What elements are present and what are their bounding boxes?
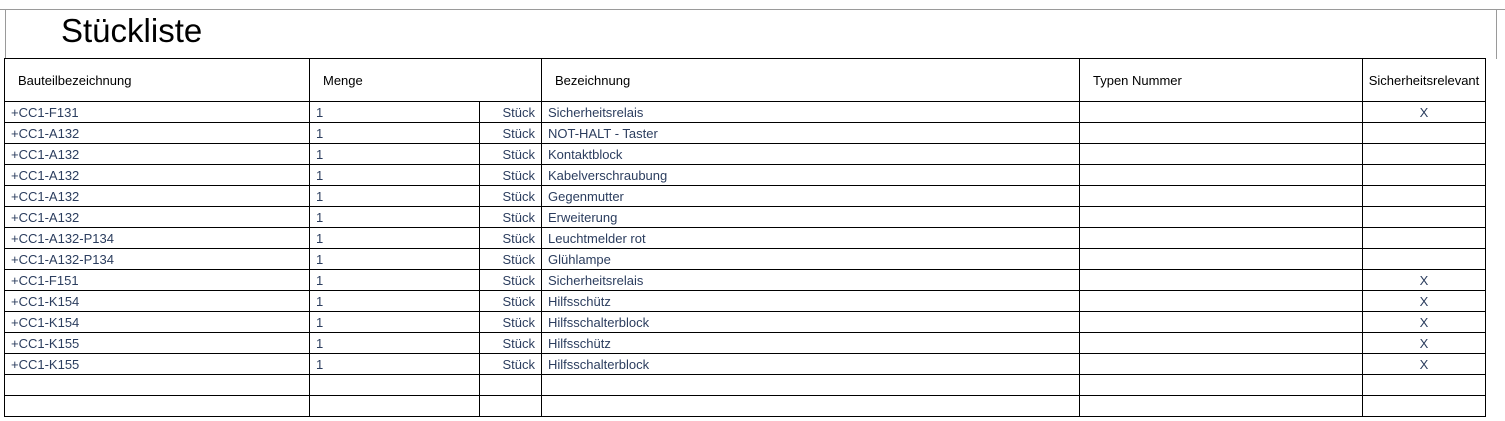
empty-table-row xyxy=(5,396,1486,417)
cell-qty: 1 xyxy=(310,207,480,228)
cell-qty: 1 xyxy=(310,249,480,270)
cell-safety-relevant xyxy=(1363,186,1486,207)
cell-part: +CC1-F151 xyxy=(5,270,310,291)
cell-part: +CC1-A132 xyxy=(5,186,310,207)
cell-safety-relevant: X xyxy=(1363,102,1486,123)
cell-description: Hilfsschütz xyxy=(542,333,1080,354)
cell-unit: Stück xyxy=(480,312,542,333)
cell-description: Erweiterung xyxy=(542,207,1080,228)
cell-type-number xyxy=(1080,207,1363,228)
cell-part: +CC1-K154 xyxy=(5,291,310,312)
cell-part: +CC1-A132 xyxy=(5,144,310,165)
empty-cell xyxy=(480,396,542,417)
page-title: Stückliste xyxy=(61,12,203,49)
cell-part: +CC1-A132 xyxy=(5,165,310,186)
empty-cell xyxy=(310,375,480,396)
cell-type-number xyxy=(1080,228,1363,249)
table-row[interactable] xyxy=(5,165,1486,186)
cell-safety-relevant: X xyxy=(1363,333,1486,354)
cell-type-number xyxy=(1080,354,1363,375)
cell-description: Sicherheitsrelais xyxy=(542,102,1080,123)
cell-part: +CC1-A132-P134 xyxy=(5,228,310,249)
right-border-line xyxy=(1496,9,1497,59)
empty-cell xyxy=(1080,375,1363,396)
cell-unit: Stück xyxy=(480,291,542,312)
table-body xyxy=(5,102,1486,417)
cell-description: Hilfsschütz xyxy=(542,291,1080,312)
empty-cell xyxy=(1363,396,1486,417)
column-header-part: Bauteilbezeichnung xyxy=(5,59,310,102)
cell-qty: 1 xyxy=(310,144,480,165)
cell-part: +CC1-F131 xyxy=(5,102,310,123)
cell-qty: 1 xyxy=(310,333,480,354)
empty-cell xyxy=(1080,396,1363,417)
empty-cell xyxy=(480,375,542,396)
cell-part: +CC1-A132 xyxy=(5,123,310,144)
cell-qty: 1 xyxy=(310,123,480,144)
cell-type-number xyxy=(1080,144,1363,165)
cell-type-number xyxy=(1080,291,1363,312)
cell-qty: 1 xyxy=(310,186,480,207)
empty-cell xyxy=(5,396,310,417)
cell-type-number xyxy=(1080,102,1363,123)
table-row[interactable] xyxy=(5,249,1486,270)
cell-safety-relevant xyxy=(1363,144,1486,165)
cell-unit: Stück xyxy=(480,207,542,228)
cell-qty: 1 xyxy=(310,102,480,123)
table-header-row xyxy=(5,59,1486,102)
table-row[interactable] xyxy=(5,270,1486,291)
cell-qty: 1 xyxy=(310,228,480,249)
cell-type-number xyxy=(1080,312,1363,333)
cell-safety-relevant xyxy=(1363,207,1486,228)
cell-description: Glühlampe xyxy=(542,249,1080,270)
cell-type-number xyxy=(1080,186,1363,207)
cell-qty: 1 xyxy=(310,291,480,312)
cell-qty: 1 xyxy=(310,165,480,186)
top-border-line xyxy=(0,9,1505,10)
cell-qty: 1 xyxy=(310,312,480,333)
cell-part: +CC1-K155 xyxy=(5,333,310,354)
cell-unit: Stück xyxy=(480,102,542,123)
cell-qty: 1 xyxy=(310,270,480,291)
cell-safety-relevant: X xyxy=(1363,354,1486,375)
cell-part: +CC1-K154 xyxy=(5,312,310,333)
left-border-line xyxy=(5,9,6,59)
table-row[interactable] xyxy=(5,228,1486,249)
cell-safety-relevant: X xyxy=(1363,291,1486,312)
cell-unit: Stück xyxy=(480,186,542,207)
cell-unit: Stück xyxy=(480,249,542,270)
cell-unit: Stück xyxy=(480,123,542,144)
cell-unit: Stück xyxy=(480,270,542,291)
cell-safety-relevant xyxy=(1363,123,1486,144)
cell-part: +CC1-A132 xyxy=(5,207,310,228)
cell-type-number xyxy=(1080,270,1363,291)
cell-safety-relevant xyxy=(1363,249,1486,270)
empty-cell xyxy=(5,375,310,396)
cell-description: Hilfsschalterblock xyxy=(542,354,1080,375)
column-header-qty: Menge xyxy=(310,59,542,102)
empty-cell xyxy=(310,396,480,417)
cell-type-number xyxy=(1080,249,1363,270)
empty-cell xyxy=(542,396,1080,417)
cell-description: Hilfsschalterblock xyxy=(542,312,1080,333)
cell-part: +CC1-A132-P134 xyxy=(5,249,310,270)
cell-safety-relevant: X xyxy=(1363,312,1486,333)
cell-description: Gegenmutter xyxy=(542,186,1080,207)
table-row[interactable] xyxy=(5,333,1486,354)
table-row[interactable] xyxy=(5,312,1486,333)
cell-description: Kontaktblock xyxy=(542,144,1080,165)
cell-safety-relevant xyxy=(1363,165,1486,186)
column-header-type: Typen Nummer xyxy=(1080,59,1363,102)
column-header-desc: Bezeichnung xyxy=(542,59,1080,102)
table-row[interactable] xyxy=(5,144,1486,165)
cell-description: Sicherheitsrelais xyxy=(542,270,1080,291)
cell-description: Kabelverschraubung xyxy=(542,165,1080,186)
bom-table xyxy=(4,58,1486,417)
cell-unit: Stück xyxy=(480,228,542,249)
table-row[interactable] xyxy=(5,186,1486,207)
table-row[interactable] xyxy=(5,291,1486,312)
cell-safety-relevant: X xyxy=(1363,270,1486,291)
cell-type-number xyxy=(1080,333,1363,354)
cell-qty: 1 xyxy=(310,354,480,375)
table-row[interactable] xyxy=(5,102,1486,123)
cell-type-number xyxy=(1080,165,1363,186)
empty-cell xyxy=(1363,375,1486,396)
table-row[interactable] xyxy=(5,207,1486,228)
cell-description: NOT-HALT - Taster xyxy=(542,123,1080,144)
cell-unit: Stück xyxy=(480,333,542,354)
cell-safety-relevant xyxy=(1363,228,1486,249)
cell-part: +CC1-K155 xyxy=(5,354,310,375)
cell-unit: Stück xyxy=(480,354,542,375)
empty-table-row xyxy=(5,375,1486,396)
cell-type-number xyxy=(1080,123,1363,144)
cell-unit: Stück xyxy=(480,165,542,186)
table-row[interactable] xyxy=(5,354,1486,375)
table-row[interactable] xyxy=(5,123,1486,144)
cell-unit: Stück xyxy=(480,144,542,165)
empty-cell xyxy=(542,375,1080,396)
column-header-safety: Sicherheitsrelevant xyxy=(1363,59,1486,102)
cell-description: Leuchtmelder rot xyxy=(542,228,1080,249)
